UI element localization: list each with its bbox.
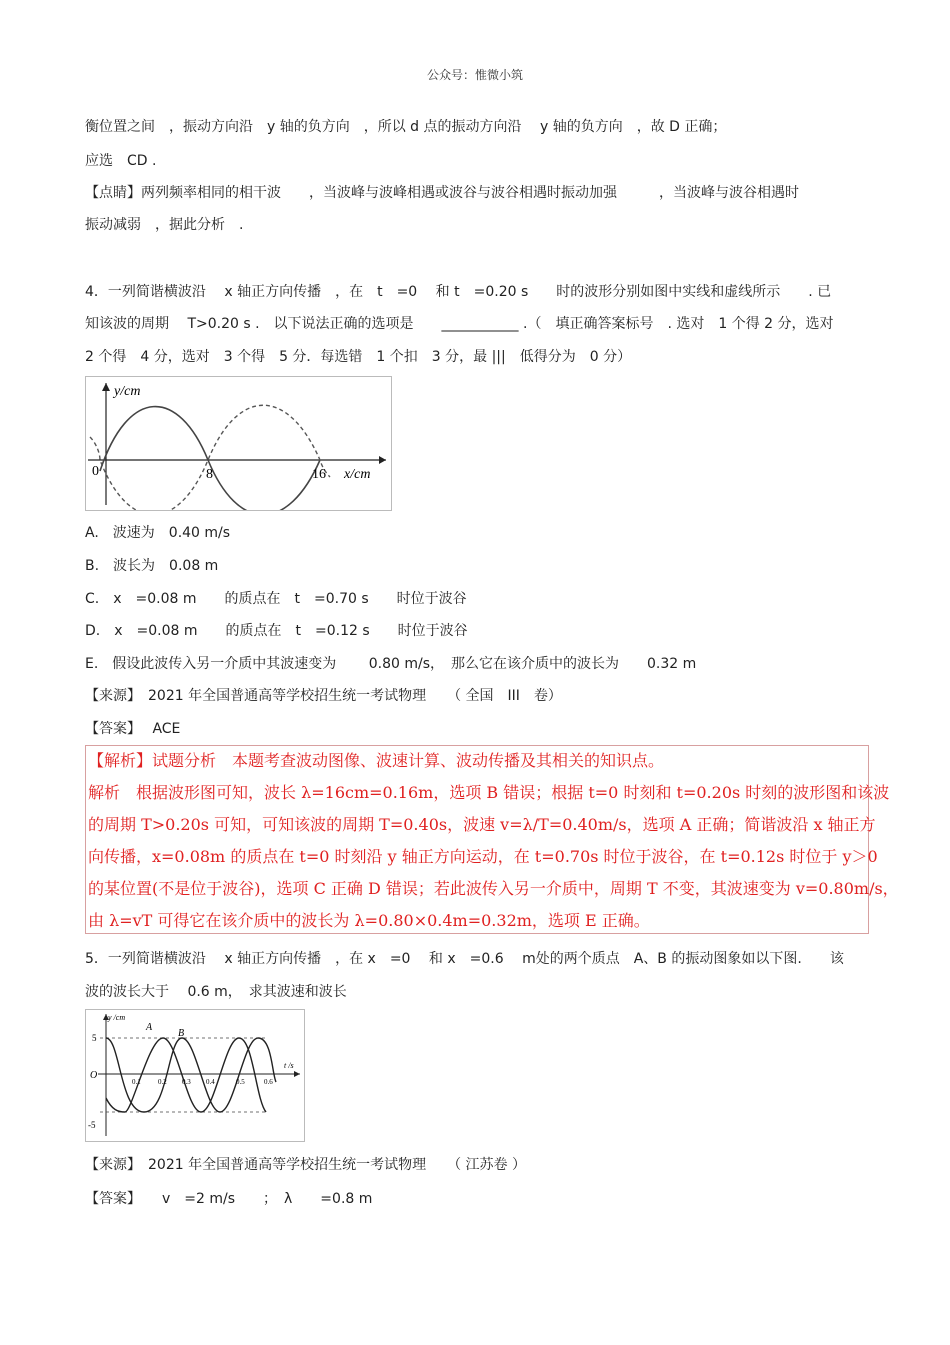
t-axis-arrow xyxy=(294,1071,300,1077)
tick-label: 0.3 xyxy=(182,1078,191,1086)
t-axis-label: t /s xyxy=(284,1061,294,1070)
analysis-box xyxy=(85,745,899,934)
question-5-line: 5．一列简谐横波沿 x 轴正方向传播 ，在 x =0 和 x =0.6 m处的两个质点 A、B 的振动图象如以下图. 该 xyxy=(85,951,844,967)
wave-figure-svg xyxy=(86,377,391,510)
option-b: B. 波长为 0.08 m xyxy=(85,558,219,574)
question-4-line: 4．一列简谐横波沿 x 轴正方向传播 ，在 t =0 和 t =0.20 s 时的波形分别如图中实线和虚线所示 . 已 xyxy=(85,284,832,300)
analysis-line: 解析 根据波形图可知，波长 λ=16cm=0.16m，选项 B 错误；根据 t=0 时刻和 t=0.20s 时刻的波形图和该波 xyxy=(88,783,890,802)
y-axis-label: y/cm xyxy=(114,384,141,399)
analysis-line: 的某位置(不是位于波谷)，选项 C 正确 D 错误；若此波传入另一介质中，周期 T 不变，其波速变为 v=0.80m/s， xyxy=(88,879,899,898)
tick-label-16: 16 xyxy=(312,467,326,482)
tick-label: 0.1 xyxy=(132,1078,141,1086)
analysis-line: 的周期 T>0.20s 可知，可知该波的周期 T=0.40s，波速 v=λ/T=0.40m/s，选项 A 正确；简谐波沿 x 轴正方 xyxy=(88,815,876,834)
solid-wave xyxy=(100,407,320,510)
origin-label: 0 xyxy=(92,464,99,479)
analysis-line: 【解析】试题分析 本题考查波动图像、波速计算、波动传播及其相关的知识点。 xyxy=(88,751,665,770)
text-line: 振动减弱 ，据此分析 . xyxy=(85,217,244,233)
y-axis-arrow xyxy=(102,383,110,391)
text-line: 应选 CD . xyxy=(85,153,157,169)
question-5-line: 波的波长大于 0.6 m， 求其波速和波长 xyxy=(85,984,347,1000)
text-line: 衡位置之间 ，振动方向沿 y 轴的负方向 ，所以 d 点的振动方向沿 y 轴的负方向 ，故 D 正确； xyxy=(85,119,727,135)
vibration-figure-svg xyxy=(86,1010,304,1141)
q5-source: 【来源】 2021 年全国普通高等学校招生统一考试物理 （ 江苏卷 ） xyxy=(85,1157,526,1173)
tick-label: 0.6 xyxy=(264,1078,273,1086)
option-c: C. x =0.08 m 的质点在 t =0.70 s 时位于波谷 xyxy=(85,591,467,607)
tick-label: 0.5 xyxy=(236,1078,245,1086)
analysis-line: 由 λ=vT 可得它在该介质中的波长为 λ=0.80×0.4m=0.32m，选项 E 正确。 xyxy=(88,911,650,930)
tick-label: 0.2 xyxy=(158,1078,167,1086)
question-4-line: 2 个得 4 分，选对 3 个得 5 分．每选错 1 个扣 3 分，最 ||| 低得分为 0 分） xyxy=(85,349,632,365)
curve-a-label: A xyxy=(146,1022,153,1033)
x-axis-arrow xyxy=(379,456,386,464)
analysis-line: 向传播，x=0.08m 的质点在 t=0 时刻沿 y 轴正方向运动，在 t=0.70s 时位于波谷，在 t=0.12s 时位于 y＞0 xyxy=(88,847,878,866)
x-axis-label: x/cm xyxy=(344,467,371,482)
option-e: E. 假设此波传入另一介质中其波速变为 0.80 m/s， 那么它在该介质中的波长为 0.32 m xyxy=(85,656,697,672)
y-top-label: 5 xyxy=(92,1033,97,1043)
origin-label: O xyxy=(90,1070,98,1081)
q4-answer: 【答案】 ACE xyxy=(85,721,181,737)
vibration-figure xyxy=(85,1009,305,1142)
tick-label: 0.4 xyxy=(206,1078,215,1086)
question-4-line: 知该波的周期 T>0.20 s . 以下说法正确的选项是 ___________ .（ 填正确答案标号 . 选对 1 个得 2 分，选对 xyxy=(85,316,834,332)
q5-answer: 【答案】 v =2 m/s ； λ =0.8 m xyxy=(85,1191,373,1207)
curve-b-label: B xyxy=(178,1028,185,1039)
y-axis-label: y /cm xyxy=(108,1013,126,1022)
wave-figure xyxy=(85,376,392,511)
text-line: 【点睛】两列频率相同的相干波 ，当波峰与波峰相遇或波谷与波谷相遇时振动加强 ，当波峰与波谷相遇时 xyxy=(85,185,799,201)
option-a: A. 波速为 0.40 m/s xyxy=(85,525,231,541)
y-bottom-label: -5 xyxy=(88,1120,96,1130)
page-header: 公众号：惟微小筑 xyxy=(426,68,523,82)
option-d: D. x =0.08 m 的质点在 t =0.12 s 时位于波谷 xyxy=(85,623,468,639)
q4-source: 【来源】 2021 年全国普通高等学校招生统一考试物理 （ 全国 III 卷） xyxy=(85,688,562,704)
tick-label-8: 8 xyxy=(206,467,213,482)
